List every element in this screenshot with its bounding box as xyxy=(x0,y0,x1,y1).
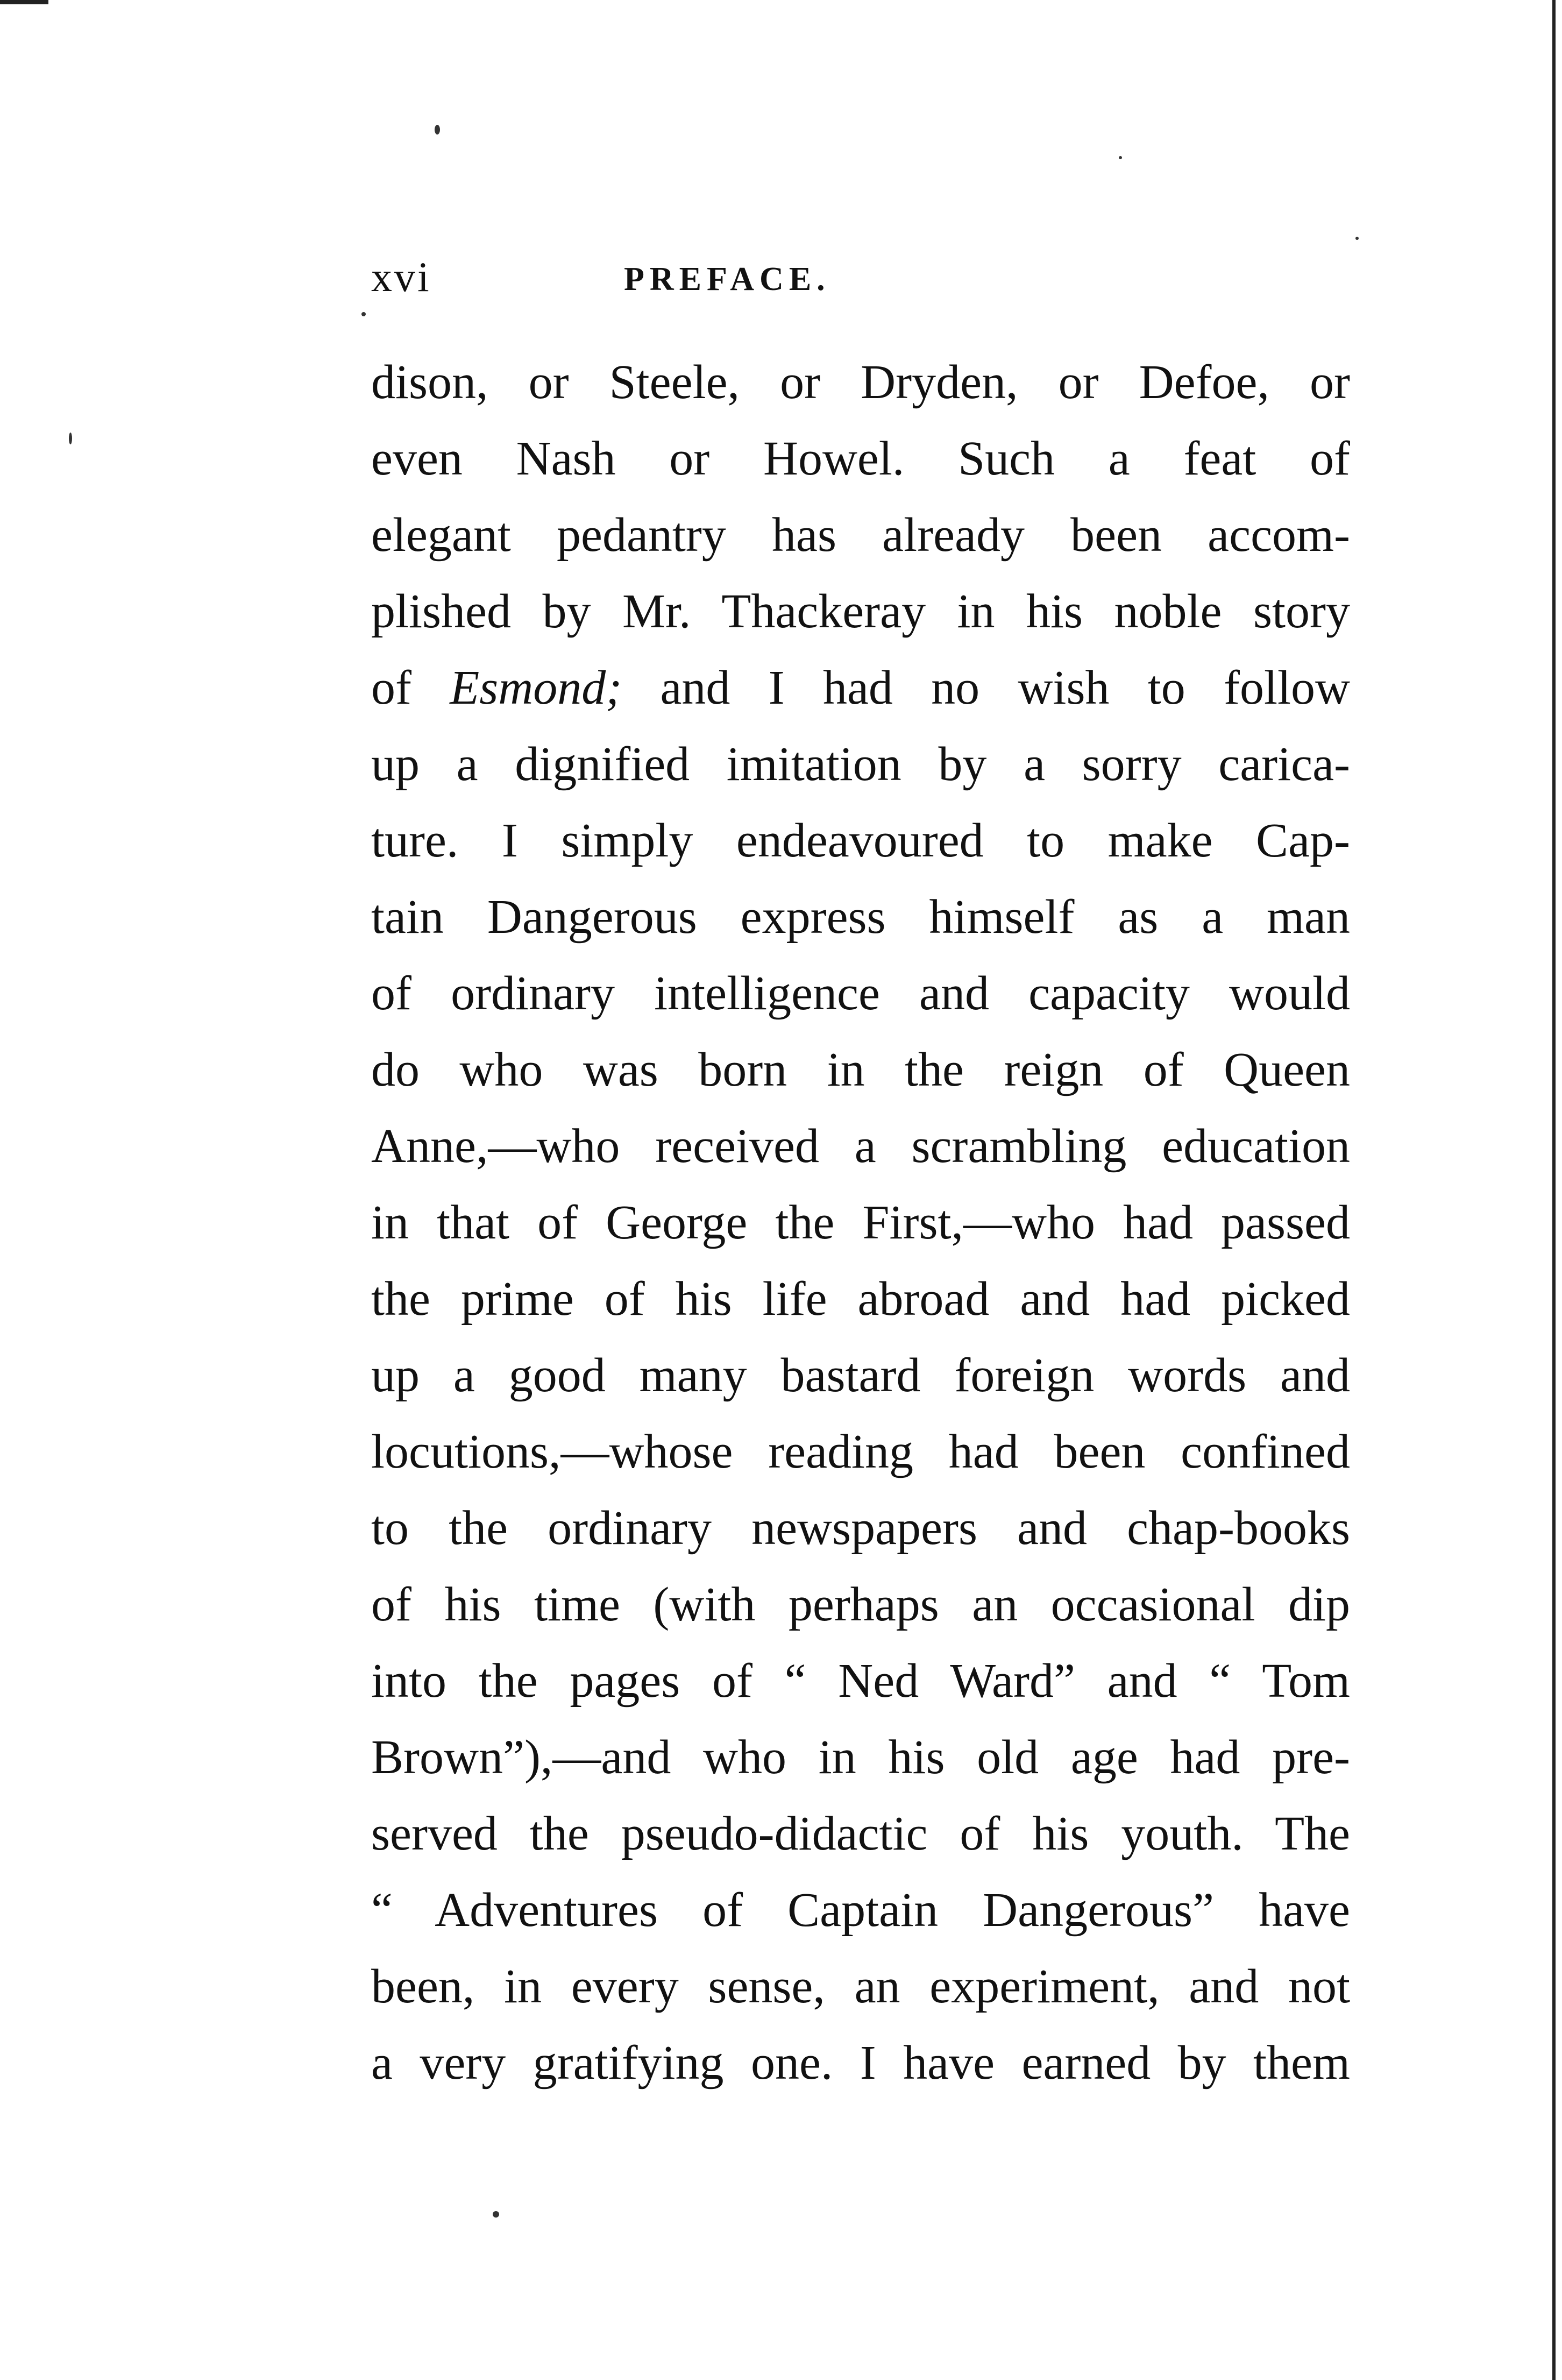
text-line: into the pages of “ Ned Ward” and “ Tom xyxy=(371,1654,1350,1708)
scan-speck xyxy=(493,2211,499,2218)
scan-edge-border xyxy=(1552,0,1556,2380)
text-line: elegant pedantry has already been accom- xyxy=(371,508,1350,562)
text-line: “ Adventures of Captain Dangerous” have xyxy=(371,1883,1350,1937)
text-line: even Nash or Howel. Such a feat of xyxy=(371,432,1350,485)
text-line xyxy=(371,650,1350,726)
text-segment: and I had no wish to follow xyxy=(622,661,1350,714)
text-line: tain Dangerous express himself as a man xyxy=(371,890,1350,944)
text-line: Brown”),—and who in his old age had pre- xyxy=(371,1731,1350,1784)
scan-speck xyxy=(1355,237,1359,240)
text-segment: of xyxy=(371,661,450,714)
text-line: up a dignified imitation by a sorry carica- xyxy=(371,738,1350,791)
text-line: of ordinary intelligence and capacity would xyxy=(371,967,1350,1020)
text-line: Anne,—who received a scrambling education xyxy=(371,1120,1350,1173)
scan-speck xyxy=(435,125,440,134)
text-line: a very gratifying one. I have earned by them xyxy=(371,2036,1350,2089)
text-line: in that of George the First,—who had passed xyxy=(371,1196,1350,1249)
book-title-esmond: Esmond; xyxy=(450,661,622,714)
text-line: ture. I simply endeavoured to make Cap- xyxy=(371,814,1350,867)
scan-speck xyxy=(69,433,72,444)
text-line: the prime of his life abroad and had picked xyxy=(371,1272,1350,1326)
text-line: do who was born in the reign of Queen xyxy=(371,1043,1350,1096)
page-header xyxy=(371,253,1350,317)
text-line: to the ordinary newspapers and chap-books xyxy=(371,1501,1350,1555)
text-line: of his time (with perhaps an occasional dip xyxy=(371,1578,1350,1631)
preface-text xyxy=(371,344,1350,2101)
text-line: been, in every sense, an experiment, and not xyxy=(371,1960,1350,2013)
scan-speck xyxy=(1119,156,1122,159)
running-head: PREFACE. xyxy=(624,261,830,298)
text-line: served the pseudo-didactic of his youth. The xyxy=(371,1807,1350,1860)
text-line: dison, or Steele, or Dryden, or Defoe, or xyxy=(371,356,1350,409)
text-line: up a good many bastard foreign words and xyxy=(371,1349,1350,1402)
scan-speck xyxy=(361,312,366,316)
text-line: locutions,—whose reading had been confined xyxy=(371,1425,1350,1478)
page-number: xvi xyxy=(371,253,431,300)
scan-edge-mark xyxy=(0,0,48,4)
text-line: plished by Mr. Thackeray in his noble story xyxy=(371,585,1350,638)
